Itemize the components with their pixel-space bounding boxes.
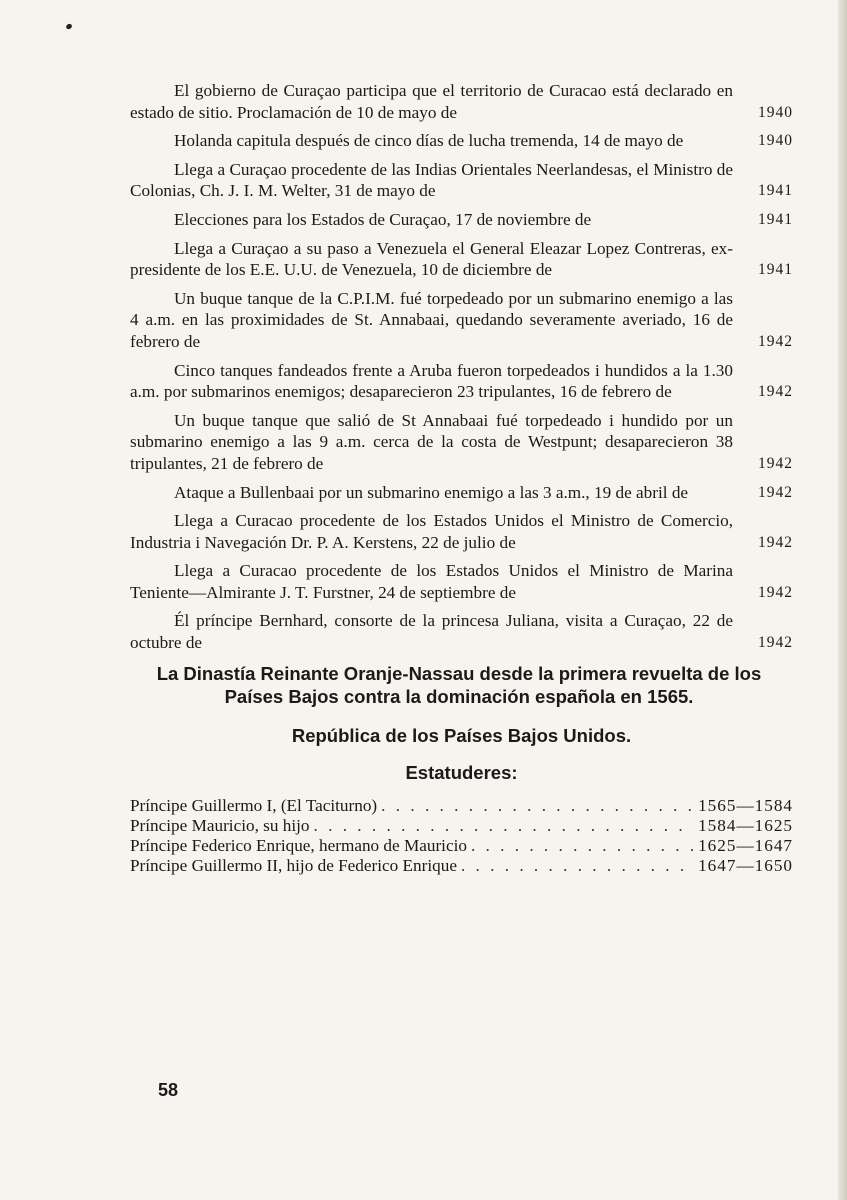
chronology-entry	[130, 610, 793, 653]
entry-year: 1942	[758, 583, 793, 601]
stadtholders-list	[130, 796, 793, 876]
entry-text: Ataque a Bullenbaai por un submarino enemigo a las 3 a.m., 19 de abril de	[174, 482, 689, 502]
chronology-entry	[130, 410, 793, 475]
ruler-row	[130, 816, 793, 836]
ruler-row	[130, 836, 793, 856]
chronology-entry	[130, 130, 793, 152]
ruler-years: 1625—1647	[698, 835, 793, 855]
dot-leader	[381, 796, 694, 816]
chronology-entry	[130, 209, 793, 231]
entry-text: Elecciones para los Estados de Curaçao, 17 de noviembre de	[174, 209, 592, 229]
dot-leader	[471, 836, 694, 856]
entry-year: 1942	[758, 533, 793, 551]
chronology-list	[130, 80, 793, 654]
dot-leader	[314, 816, 695, 836]
ruler-years: 1584—1625	[698, 815, 793, 835]
entry-text: Llega a Curaçao procedente de las Indias Orientales Neerlandesas, el Ministro de Colonias, Ch. J. I. M. Welter, 31 de mayo de	[130, 159, 733, 201]
entry-text: Llega a Curaçao a su paso a Venezuela el General Eleazar Lopez Contreras, ex-presidente de los E.E. U.U. de Venezuela, 10 de diciembre de	[130, 238, 733, 280]
entry-text: Un buque tanque que salió de St Annabaai fué torpedeado i hundido por un submarino enemigo a las 9 a.m. cerca de la costa de Westpunt; desaparecieron 38 tripulantes, 21 de febrero de	[130, 410, 733, 473]
dynasty-heading: La Dinastía Reinante Oranje-Nassau desde la primera revuelta de los Países Bajos contra la dominación española en 1565.	[156, 662, 762, 707]
entry-year: 1941	[758, 210, 793, 228]
chronology-entry	[130, 482, 793, 504]
entry-year: 1942	[758, 483, 793, 501]
ruler-name: Príncipe Mauricio, su hijo	[130, 815, 310, 835]
ruler-row	[130, 796, 793, 816]
ruler-row	[130, 856, 793, 876]
entry-text: El gobierno de Curaçao participa que el territorio de Curacao está declarado en estado de sitio. Proclamación de 10 de mayo de	[130, 81, 733, 122]
page-number: 58	[158, 1080, 179, 1100]
entry-text: Holanda capitula después de cinco días de lucha tremenda, 14 de mayo de	[174, 131, 684, 151]
entry-text: Llega a Curacao procedente de los Estados Unidos el Ministro de Comercio, Industria i Navegación Dr. P. A. Kerstens, 22 de julio de	[130, 511, 733, 552]
ruler-name: Príncipe Federico Enrique, hermano de Mauricio	[130, 835, 467, 855]
ink-mark	[65, 23, 73, 30]
chronology-entry	[130, 510, 793, 553]
chronology-entry	[130, 159, 793, 202]
ruler-name: Príncipe Guillermo I, (El Taciturno)	[130, 795, 378, 815]
chronology-entry	[130, 360, 793, 403]
dot-leader	[461, 856, 694, 876]
ruler-years: 1647—1650	[698, 855, 793, 875]
entry-text: Él príncipe Bernhard, consorte de la princesa Juliana, visita a Curaçao, 22 de octubre de	[130, 611, 733, 653]
entry-year: 1942	[758, 383, 793, 401]
entry-year: 1942	[758, 634, 793, 652]
chronology-entry	[130, 288, 793, 353]
stadtholders-heading: Estatuderes:	[405, 761, 518, 783]
chronology-entry	[130, 80, 793, 123]
chronology-entry	[130, 560, 793, 603]
chronology-entry	[130, 238, 793, 281]
page-edge	[838, 0, 847, 1200]
entry-year: 1942	[758, 454, 793, 472]
entry-year: 1941	[758, 182, 793, 200]
entry-year: 1940	[758, 103, 793, 121]
ruler-years: 1565—1584	[698, 795, 793, 815]
page-body	[130, 80, 793, 876]
entry-year: 1940	[758, 132, 793, 150]
republic-heading: República de los Países Bajos Unidos.	[291, 724, 632, 746]
ruler-name: Príncipe Guillermo II, hijo de Federico Enrique	[130, 855, 457, 875]
entry-year: 1942	[758, 332, 793, 350]
entry-text: Cinco tanques fandeados frente a Aruba fueron torpedeados i hundidos a la 1.30 a.m. por submarinos enemigos; desaparecieron 23 tripulantes, 16 de febrero de	[130, 360, 733, 402]
entry-year: 1941	[758, 261, 793, 279]
entry-text: Llega a Curacao procedente de los Estados Unidos el Ministro de Marina Teniente—Almirante J. T. Furstner, 24 de septiembre de	[130, 561, 733, 602]
entry-text: Un buque tanque de la C.P.I.M. fué torpedeado por un submarino enemigo a las 4 a.m. en las proximidades de St. Annabaai, quedando severamente averiado, 16 de febrero de	[130, 288, 733, 351]
